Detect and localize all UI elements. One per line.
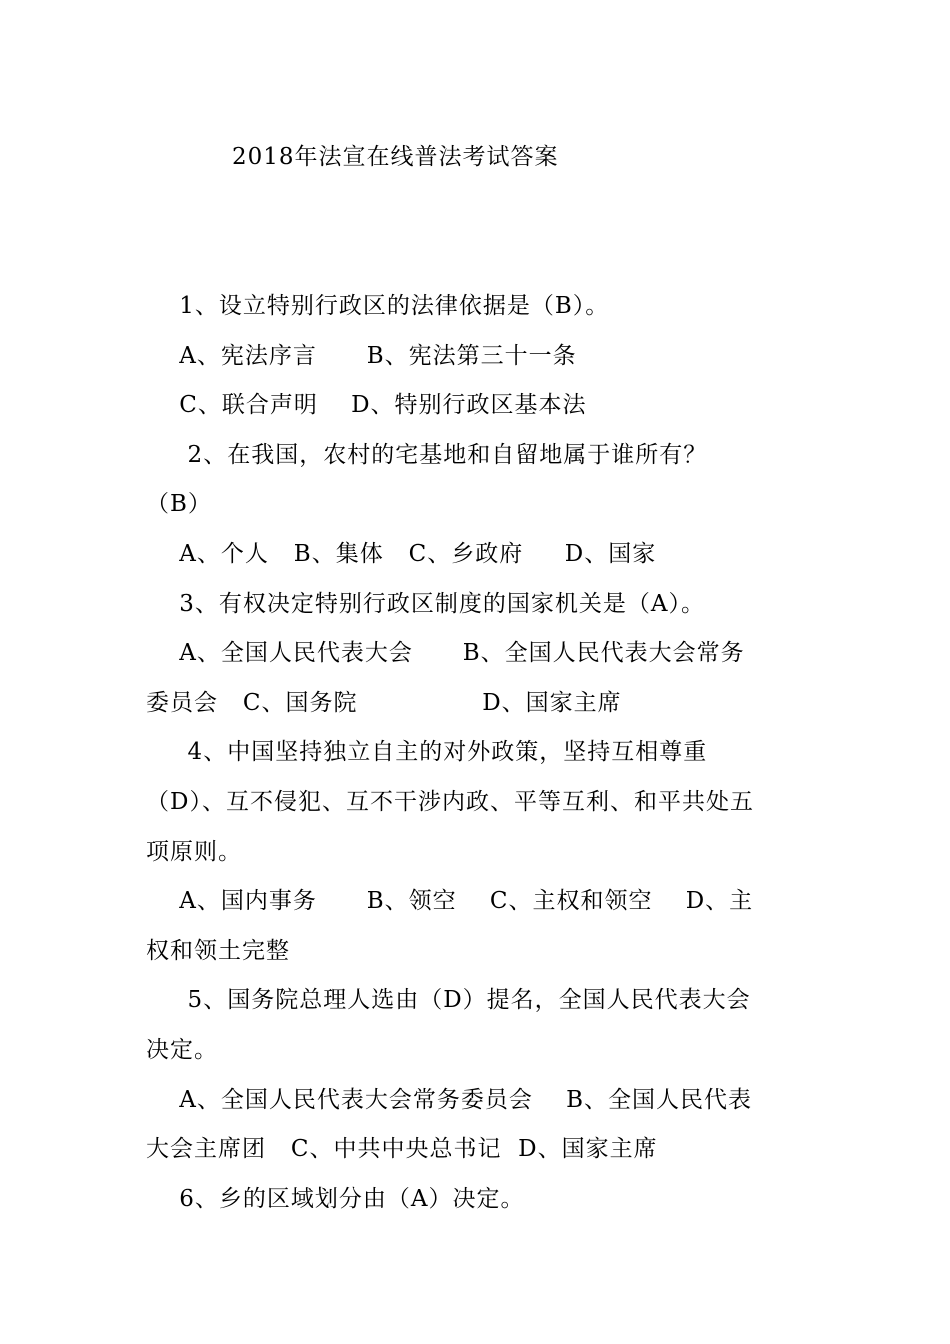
- text-line: 3、有权决定特别行政区制度的国家机关是（A）。: [146, 590, 705, 617]
- text-line: 决定。: [146, 1036, 218, 1063]
- text-line: A、个人 B、集体 C、乡政府 D、国家: [146, 540, 657, 567]
- text-line: 2、在我国，农村的宅基地和自留地属于谁所有？: [146, 441, 708, 468]
- text-line: A、宪法序言 B、宪法第三十一条: [146, 342, 577, 369]
- text-line: 4、中国坚持独立自主的对外政策，坚持互相尊重: [146, 739, 708, 766]
- text-line: A、国内事务 B、领空 C、主权和领空 D、主: [146, 888, 754, 915]
- text-line: A、全国人民代表大会常务委员会 B、全国人民代表: [146, 1086, 752, 1113]
- document-body: [146, 282, 810, 1224]
- text-line: （D）、互不侵犯、互不干涉内政、平等互利、和平共处五: [146, 788, 754, 815]
- text-line: 大会主席团 C、中共中央总书记 D、国家主席: [146, 1136, 658, 1163]
- text-line: 6、乡的区域划分由（A）决定。: [146, 1185, 525, 1212]
- text-line: C、联合声明 D、特别行政区基本法: [146, 392, 587, 419]
- document-title: 2018年法宣在线普法考试答案: [232, 144, 559, 170]
- text-line: A、全国人民代表大会 B、全国人民代表大会常务: [146, 640, 745, 667]
- text-line: 委员会 C、国务院 D、国家主席: [146, 689, 622, 716]
- text-line: 1、设立特别行政区的法律依据是（B）。: [146, 293, 610, 319]
- text-line: 项原则。: [146, 838, 242, 865]
- text-line: （B）: [146, 491, 212, 518]
- text-line: 权和领土完整: [146, 937, 290, 964]
- text-line: 5、国务院总理人选由（D）提名，全国人民代表大会: [146, 987, 751, 1014]
